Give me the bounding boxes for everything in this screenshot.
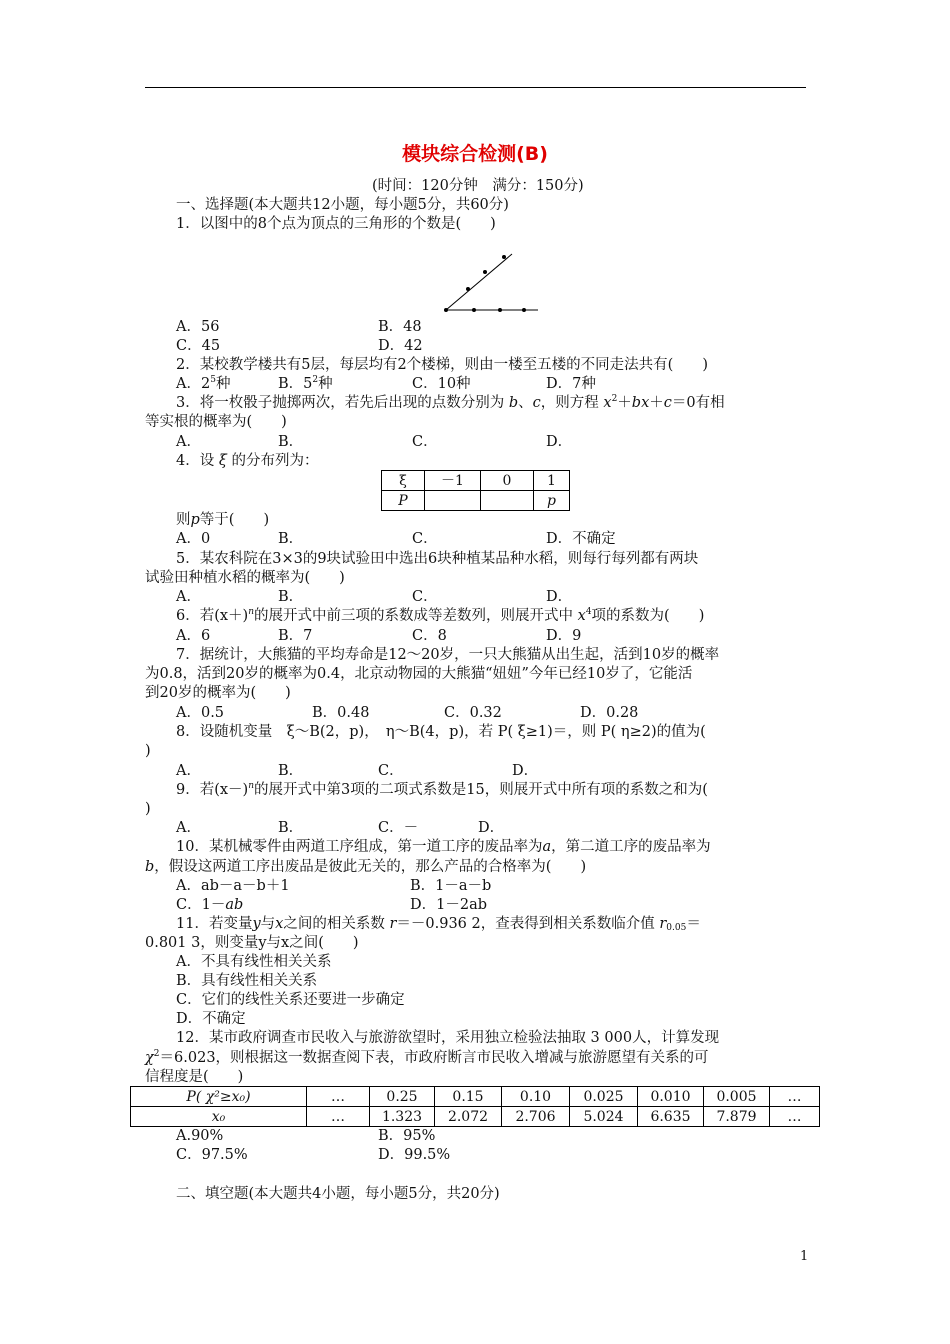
section-heading-choice: 一、选择题(本大题共12小题，每小题5分，共60分) [176,197,509,213]
figure-slanted-line [446,254,512,310]
table-cell: p [534,491,570,511]
question-1-figure [438,246,542,316]
q5-option-d: D． [546,589,573,605]
q9-option-b: B． [278,820,304,836]
q9-option-d: D． [478,820,505,836]
figure-point [502,255,506,259]
question-5-line-2: 试验田种植水稻的概率为( ) [145,570,345,586]
question-7-line-2: 为0.8，活到20岁的概率为0.4，北京动物园的大熊猫“妞妞”今年已经10岁了，它能活 [145,666,693,682]
q11-option-c: C．它们的线性关系还要进一步确定 [176,992,405,1008]
figure-point [444,308,448,312]
table-cell: … [307,1087,370,1107]
table-row [131,1107,820,1127]
question-12-line-2: $\chi^2=6.023$，则根据这一数据查阅下表，市政府断言市民收入增减与旅游愿望有关系的可 [145,1049,709,1066]
q7-option-c: C．0.32 [444,705,502,721]
q8-option-d: D． [512,763,539,779]
figure-point [483,270,487,274]
q4-option-d: D．不确定 [546,531,616,547]
question-12-line-3: 信程度是( ) [145,1069,244,1085]
table-cell: … [770,1107,820,1127]
q8-option-b: B． [278,763,304,779]
figure-point [522,308,526,312]
q7-option-b: B．0.48 [312,705,370,721]
question-11-line-1: 11．若变量y与x之间的相关系数 r＝－0.936 2，查表得到相关系数临介值 $r_{0.05}=$ [176,916,701,933]
q12-option-b: B．95% [378,1128,436,1144]
question-8-line-1: 8．设随机变量 ξ～B(2，p)， η～B(4，p)，若 P( ξ≥1)＝，则 P( η≥2)的值为( [176,724,706,740]
table-cell: 0.10 [502,1087,570,1107]
figure-point [498,308,502,312]
figure-point [466,287,470,291]
table-cell: 2.072 [435,1107,502,1127]
q8-option-c: C． [378,763,404,779]
table-cell: 1.323 [370,1107,435,1127]
table-cell: 1 [534,471,570,491]
header-rule [145,87,806,88]
page-title: 模块综合检测(B) [402,143,548,165]
question-10-line-1: 10．某机械零件由两道工序组成，第一道工序的废品率为a，第二道工序的废品率为 [176,839,711,855]
table-cell: －1 [425,471,481,491]
table-cell: 7.879 [704,1107,770,1127]
q9-option-a: A． [176,820,201,836]
question-7-line-3: 到20岁的概率为( ) [145,685,291,701]
table-row [382,491,570,511]
table-cell: 0.15 [435,1087,502,1107]
question-3-line-2: 等实根的概率为( ) [145,414,287,430]
q1-option-c: C．45 [176,338,221,354]
q4-option-b: B． [278,531,304,547]
question-4-ask: 则p等于( ) [176,512,270,528]
q7-option-d: D．0.28 [580,705,639,721]
q10-option-a: A．ab－a－b＋1 [176,878,290,894]
q1-option-a: A．56 [176,319,220,335]
question-7-line-1: 7．据统计，大熊猫的平均寿命是12～20岁，一只大熊猫从出生起，活到10岁的概率 [176,647,720,663]
table-row [382,471,570,491]
page-number: 1 [800,1249,809,1264]
table-cell [425,491,481,511]
q11-option-d: D．不确定 [176,1011,246,1027]
q4-option-c: C． [412,531,438,547]
q5-option-c: C． [412,589,438,605]
question-8-line-2: ) [145,743,151,759]
q9-option-c: C．－ [378,820,419,836]
q3-option-c: C． [412,434,438,450]
q1-option-d: D．42 [378,338,423,354]
q6-option-c: C．8 [412,628,447,644]
table-cell: 0.010 [638,1087,704,1107]
q5-option-b: B． [278,589,304,605]
question-2-stem: 2．某校教学楼共有5层，每层均有2个楼梯，则由一楼至五楼的不同走法共有( ) [176,357,708,373]
table-cell: … [307,1107,370,1127]
q5-option-a: A． [176,589,201,605]
question-12-line-1: 12．某市政府调查市民收入与旅游欲望时，采用独立检验法抽取 3 000人，计算发现 [176,1030,720,1046]
q6-option-b: B．7 [278,628,313,644]
q3-option-a: A． [176,434,201,450]
q2-option-a: A．$2^5$种 [176,375,231,392]
distribution-table [381,470,570,511]
table-row [131,1087,820,1107]
q4-option-a: A．0 [176,531,211,547]
table-cell: x₀ [131,1107,307,1127]
q10-option-b: B．1－a－b [410,878,492,894]
section-heading-fill: 二、填空题(本大题共4小题，每小题5分，共20分) [176,1186,500,1202]
question-4-stem: 4．设 ξ 的分布列为： [176,453,319,469]
q12-option-c: C．97.5% [176,1147,248,1163]
q6-option-a: A．6 [176,628,211,644]
table-cell: P [382,491,425,511]
q11-option-a: A．不具有线性相关关系 [176,954,332,970]
table-cell: 0.005 [704,1087,770,1107]
q10-option-d: D．1－2ab [410,897,488,913]
question-5-line-1: 5．某农科院在3×3的9块试验田中选出6块种植某品种水稻，则每行每列都有两块 [176,551,699,567]
q2-option-d: D．7种 [546,376,596,392]
q2-option-b: B．$5^2$种 [278,375,333,392]
table-cell: 2.706 [502,1107,570,1127]
q1-option-b: B．48 [378,319,422,335]
table-cell: … [770,1087,820,1107]
table-cell [481,491,534,511]
question-6-stem: 6．若$(x+)^n$的展开式中前三项的系数成等差数列，则展开式中 $x^4$项的系数为( ) [176,607,705,624]
q3-option-b: B． [278,434,304,450]
exam-info: (时间：120分钟 满分：150分) [372,178,584,194]
question-3-line-1: 3．将一枚骰子抛掷两次，若先后出现的点数分别为 b、c，则方程 $x^2+bx+c=0$有相 [176,394,725,411]
question-11-line-2: 0.801 3，则变量y与x之间( ) [145,935,359,951]
q3-option-d: D． [546,434,573,450]
q10-option-c: C．1－ab [176,897,244,913]
table-cell: 0.25 [370,1087,435,1107]
q6-option-d: D．9 [546,628,582,644]
table-cell: 5.024 [570,1107,638,1127]
q8-option-a: A． [176,763,201,779]
q2-option-c: C．10种 [412,376,471,392]
table-cell: ξ [382,471,425,491]
q12-option-d: D．99.5% [378,1147,451,1163]
q12-option-a: A.90% [176,1128,224,1144]
question-1-stem: 1．以图中的8个点为顶点的三角形的个数是( ) [176,216,496,232]
question-10-line-2: b，假设这两道工序出废品是彼此无关的，那么产品的合格率为( ) [145,859,587,875]
question-9-line-1: 9．若$(x-)^n$的展开式中第3项的二项式系数是15，则展开式中所有项的系数之和为( [176,781,708,798]
table-cell: 6.635 [638,1107,704,1127]
table-cell: 0.025 [570,1087,638,1107]
q11-option-b: B．具有线性相关关系 [176,973,318,989]
table-cell: 0 [481,471,534,491]
question-9-line-2: ) [145,801,151,817]
critical-value-table [130,1086,820,1127]
figure-point [472,308,476,312]
table-cell: P( χ²≥x₀) [131,1087,307,1107]
q7-option-a: A．0.5 [176,705,225,721]
